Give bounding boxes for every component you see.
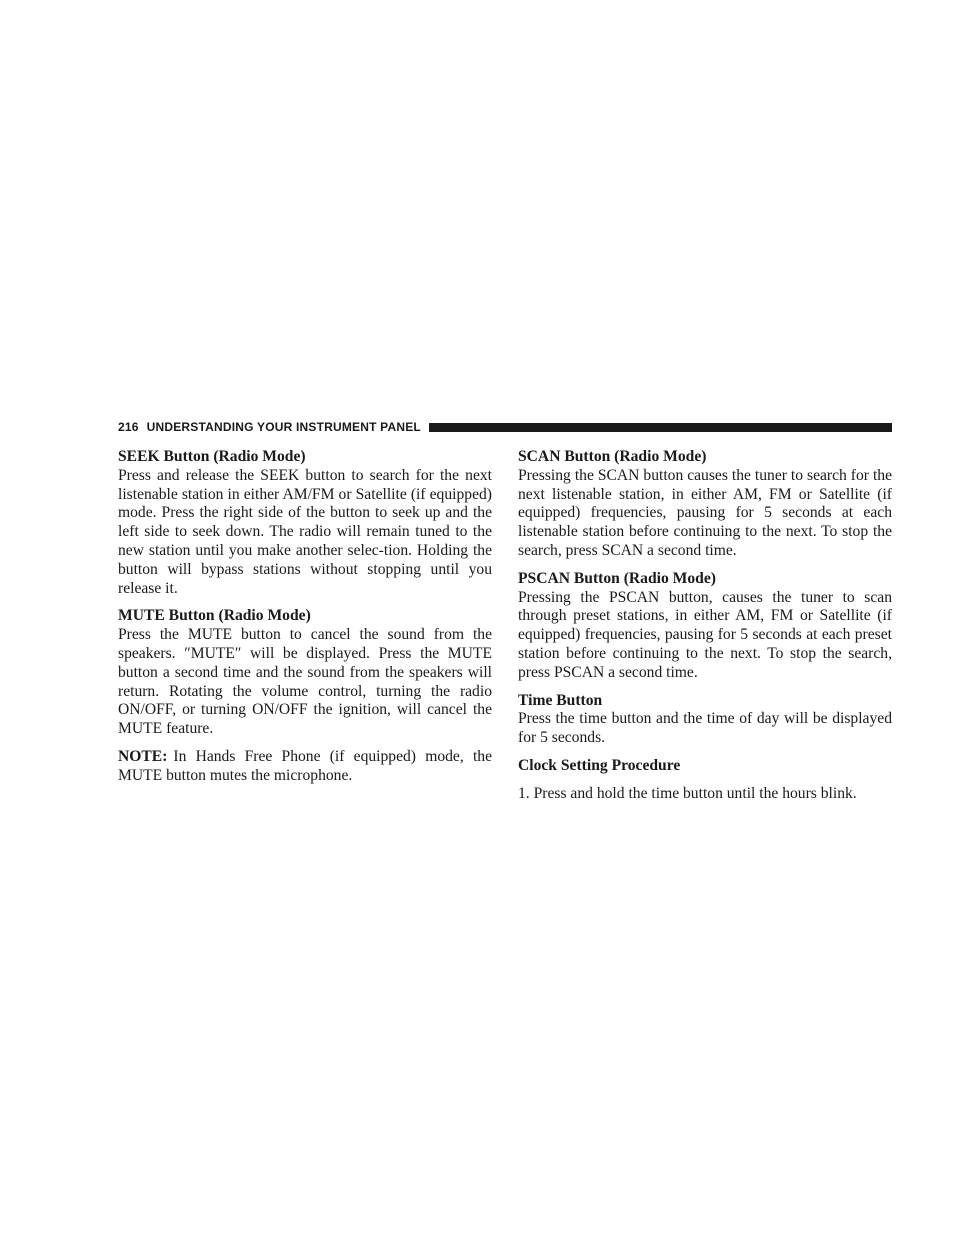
page-number: 216 (118, 420, 139, 434)
clock-heading: Clock Setting Procedure (518, 756, 681, 774)
pscan-section (518, 570, 892, 683)
pscan-body: Pressing the PSCAN button, causes the tuner to scan through preset stations, in either AM, FM or Satellite (if equipped) frequencies, pausing for 5 seconds at each preset station before continuing to the next. To stop the search, press PSCAN a second time. (518, 588, 892, 681)
right-column (518, 448, 892, 813)
time-section (518, 692, 892, 748)
scan-section (518, 448, 892, 561)
clock-step-1: 1. Press and hold the time button until the hours blink. (518, 784, 857, 802)
seek-section (118, 448, 492, 598)
left-column (118, 448, 492, 795)
clock-section (518, 757, 892, 804)
note-label: NOTE: (118, 747, 168, 765)
mute-body: Press the MUTE button to cancel the sound from the speakers. ″MUTE″ will be displayed. Press the MUTE button a second time and the sound from the speakers will return. Rotating the volume control, turning the radio ON/OFF, or turning ON/OFF the ignition, will cancel the MUTE feature. (118, 626, 492, 738)
page-header (118, 418, 892, 436)
note-paragraph (118, 748, 492, 786)
note-body: In Hands Free Phone (if equipped) mode, the MUTE button mutes the microphone. (118, 747, 492, 784)
scan-body: Pressing the SCAN button causes the tuner to search for the next listenable station, in either AM, FM or Satellite (if equipped) frequencies, pausing for 5 seconds at each listenable station before continuing to the next. To stop the search, press SCAN a second time. (518, 466, 892, 559)
chapter-title: UNDERSTANDING YOUR INSTRUMENT PANEL (146, 420, 421, 434)
pscan-heading: PSCAN Button (Radio Mode) (518, 569, 716, 587)
time-heading: Time Button (518, 691, 603, 709)
seek-heading: SEEK Button (Radio Mode) (118, 448, 306, 465)
mute-section (118, 607, 492, 739)
note-section (118, 748, 492, 786)
mute-heading: MUTE Button (Radio Mode) (118, 607, 311, 625)
scan-heading: SCAN Button (Radio Mode) (518, 448, 707, 465)
header-rule (429, 423, 892, 432)
time-body: Press the time button and the time of day will be displayed for 5 seconds. (518, 710, 892, 747)
seek-body: Press and release the SEEK button to search for the next listenable station in either AM/FM or Satellite (if equipped) mode. Press the right side of the button to seek up and the left side to seek down. The radio will remain tuned to the new station until you make another selec-tion. Holding the button will bypass stations without stopping until you release it. (118, 466, 492, 597)
